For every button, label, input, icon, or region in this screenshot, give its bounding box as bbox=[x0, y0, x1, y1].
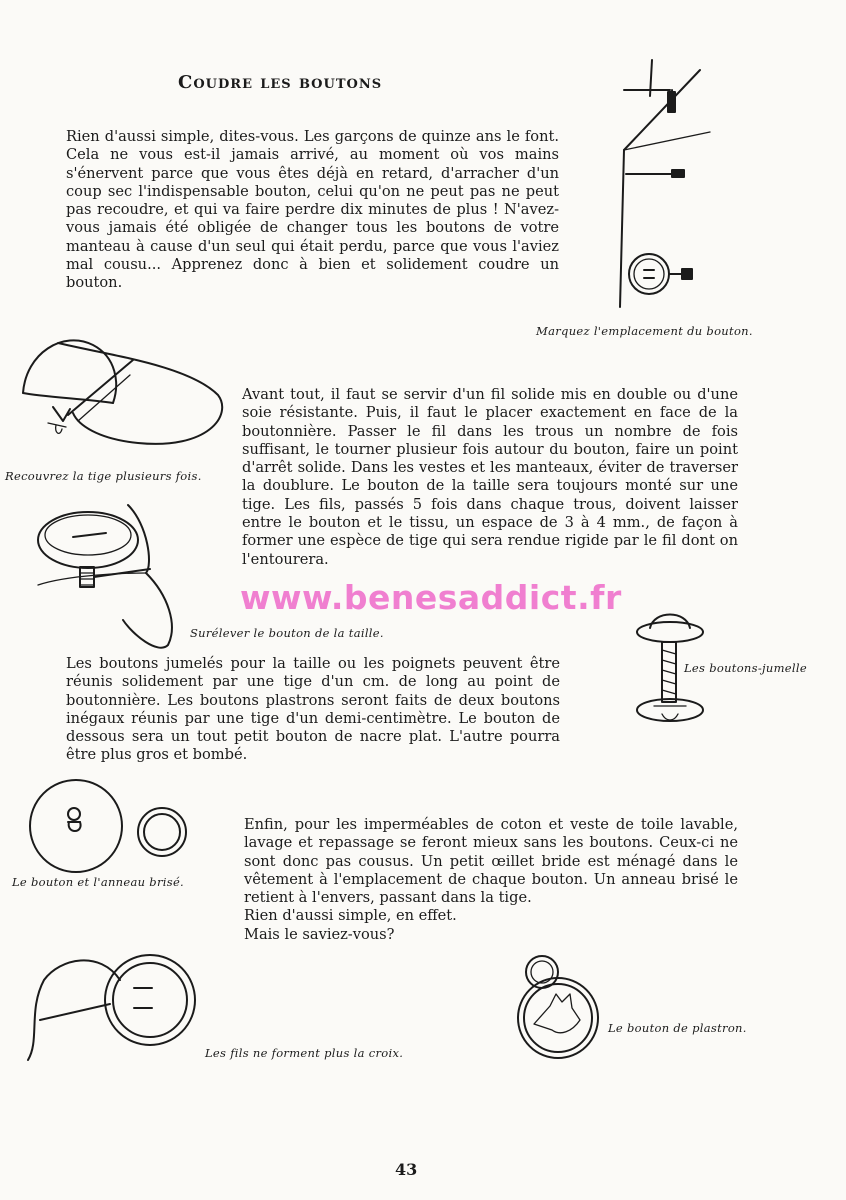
jumeles-text: Les boutons jumelés pour la taille ou les poignets peuvent être réunis solidement par une tige d'un cm. de long au point de boutonnière. Les boutons plastrons seront faits de deux boutons inégaux réunis par une tige d'un demi-centimètre. Le bouton de dessous sera un tout petit bouton de nacre plat. L'autre pourra être plus gros et bombé. bbox=[66, 655, 560, 764]
intro-text: Rien d'aussi simple, dites-vous. Les garçons de quinze ans le font. Cela ne vous est-il jamais arrivé, au moment où vos mains s'énervent parce que vous êtes déjà en retard, d'arracher d'un coup sec l'indispensable bouton, celui qu'on ne peut pas ne peut pas recoudre, et qui va faire perdre dix minutes de plus ! N'avez-vous jamais été obligée de changer tous les boutons de votre manteau à cause d'un seul qui était perdu, parce que vous l'aviez mal cousu... Apprenez donc à bien et solidement coudre un bouton. bbox=[66, 128, 559, 292]
mais-text: Mais le saviez-vous? bbox=[244, 925, 395, 943]
avant-text: Avant tout, il faut se servir d'un fil solide mis en double ou d'une soie résistante. Puis, il faut le placer exactement en face de la boutonnière. Passer le fil dans les trous un nombre de fois suffisant, le tourner plusieur fois autour du bouton, faire un point d'arrêt solide. Dans les vestes et les manteaux, éviter de traverser la doublure. Le bouton de la taille sera toujours monté sur une tige. Les fils, passés 5 fois dans chaque trous, doivent laisser entre le bouton et le tissu, un espace de 3 à 4 mm., de façon à former une espèce de tige qui sera rendue rigide par le fil dont on l'entourera. bbox=[242, 386, 738, 568]
caption-marquez: Marquez l'emplacement du bouton. bbox=[536, 324, 753, 338]
caption-croix: Les fils ne forment plus la croix. bbox=[205, 1046, 404, 1060]
caption-anneau: Le bouton et l'anneau brisé. bbox=[12, 875, 185, 889]
wrap-shank-illustration bbox=[18, 325, 228, 455]
enfin-paragraph bbox=[244, 816, 738, 944]
caption-surelever: Surélever le bouton de la taille. bbox=[190, 626, 384, 640]
intro-paragraph bbox=[66, 128, 559, 293]
watermark: www.benesaddict.fr bbox=[240, 578, 622, 617]
avant-paragraph bbox=[242, 386, 738, 569]
rien-text: Rien d'aussi simple, en effet. bbox=[244, 907, 457, 925]
caption-jumelle: Les boutons-jumelle bbox=[684, 661, 807, 675]
page-title: Coudre les boutons bbox=[178, 72, 383, 93]
enfin-text: Enfin, pour les imperméables de coton et veste de toile lavable, lavage et repassage se feront mieux sans les boutons. Ceux-ci ne sont donc pas cousus. Un petit œillet bride est ménagé dans le vêtement à l'emplacement de chaque bouton. Un anneau brisé le retient à l'envers, passant dans la tige. bbox=[244, 816, 738, 907]
jumeles-paragraph bbox=[66, 655, 560, 765]
caption-plastron: Le bouton de plastron. bbox=[608, 1021, 747, 1035]
caption-recouvrez: Recouvrez la tige plusieurs fois. bbox=[5, 469, 202, 483]
raised-button-illustration bbox=[28, 495, 188, 655]
button-ring-illustration bbox=[28, 792, 198, 862]
page-number: 43 bbox=[395, 1160, 418, 1179]
no-cross-illustration bbox=[20, 950, 200, 1065]
coat-front-illustration bbox=[612, 52, 732, 312]
plastron-button-illustration bbox=[512, 954, 604, 1064]
